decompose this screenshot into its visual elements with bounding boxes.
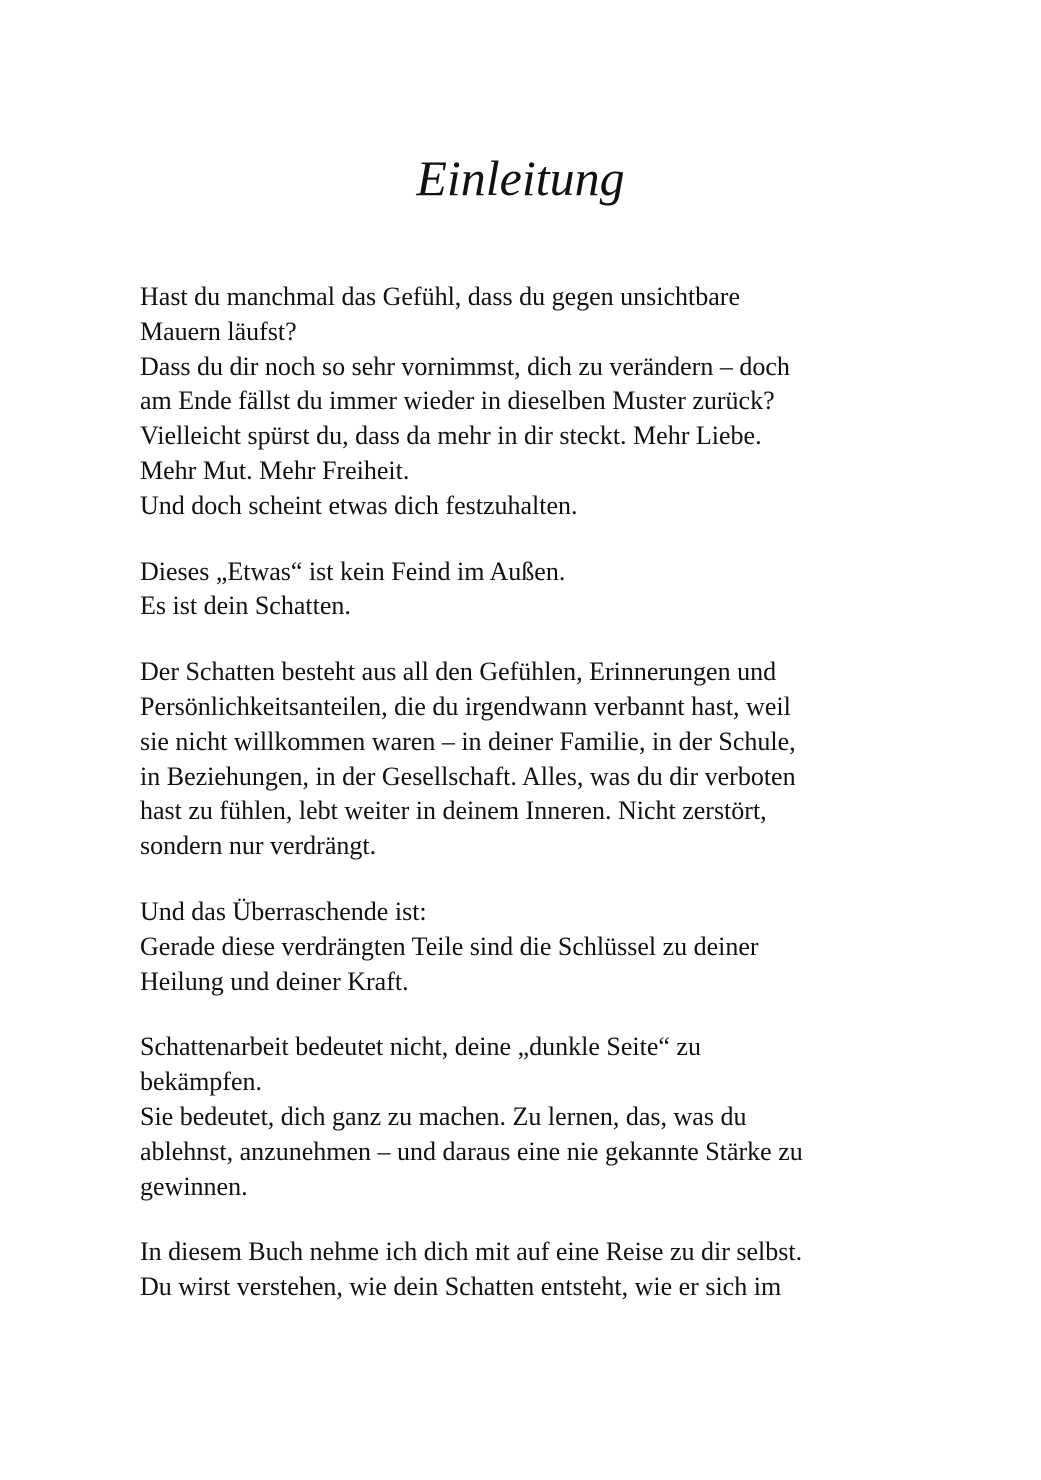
text-line: sondern nur verdrängt. bbox=[140, 831, 377, 861]
text-line: Dieses „Etwas“ ist kein Feind im Außen. bbox=[140, 556, 566, 586]
text-line: in Beziehungen, in der Gesellschaft. Alles, was du dir verboten bbox=[140, 761, 796, 791]
text-line: Dass du dir noch so sehr vornimmst, dich zu verändern – doch bbox=[140, 351, 790, 381]
text-line: Schattenarbeit bedeutet nicht, deine „dunkle Seite“ zu bbox=[140, 1032, 701, 1062]
text-line: Persönlichkeitsanteilen, die du irgendwann verbannt hast, weil bbox=[140, 691, 791, 721]
page-title: Einleitung bbox=[416, 150, 625, 206]
text-line: In diesem Buch nehme ich dich mit auf eine Reise zu dir selbst. bbox=[140, 1237, 803, 1267]
text-line: Und doch scheint etwas dich festzuhalten. bbox=[140, 490, 578, 520]
text-line: Sie bedeutet, dich ganz zu machen. Zu lernen, das, was du bbox=[140, 1101, 747, 1131]
body-text bbox=[140, 280, 940, 1336]
text-line: Du wirst verstehen, wie dein Schatten entsteht, wie er sich im bbox=[140, 1272, 782, 1302]
text-line: bekämpfen. bbox=[140, 1067, 263, 1097]
text-line: sie nicht willkommen waren – in deiner Familie, in der Schule, bbox=[140, 726, 796, 756]
text-line: gewinnen. bbox=[140, 1171, 248, 1201]
text-line: Heilung und deiner Kraft. bbox=[140, 966, 409, 996]
text-line: Mauern läufst? bbox=[140, 316, 297, 346]
paragraph bbox=[140, 655, 940, 864]
paragraph bbox=[140, 1235, 940, 1305]
paragraph bbox=[140, 895, 940, 999]
text-line: hast zu fühlen, lebt weiter in deinem Inneren. Nicht zerstört, bbox=[140, 796, 767, 826]
paragraph bbox=[140, 1030, 940, 1204]
text-line: Es ist dein Schatten. bbox=[140, 591, 351, 621]
text-line: Und das Überraschende ist: bbox=[140, 896, 427, 926]
text-line: Hast du manchmal das Gefühl, dass du gegen unsichtbare bbox=[140, 282, 741, 311]
text-line: Mehr Mut. Mehr Freiheit. bbox=[140, 455, 410, 485]
paragraph bbox=[140, 555, 940, 625]
text-line: Vielleicht spürst du, dass da mehr in dir steckt. Mehr Liebe. bbox=[140, 421, 762, 451]
text-line: Gerade diese verdrängten Teile sind die Schlüssel zu deiner bbox=[140, 931, 759, 961]
text-line: Der Schatten besteht aus all den Gefühlen, Erinnerungen und bbox=[140, 657, 777, 687]
text-line: am Ende fällst du immer wieder in dieselben Muster zurück? bbox=[140, 386, 775, 416]
paragraph bbox=[140, 280, 940, 524]
text-line: ablehnst, anzunehmen – und daraus eine nie gekannte Stärke zu bbox=[140, 1136, 803, 1166]
